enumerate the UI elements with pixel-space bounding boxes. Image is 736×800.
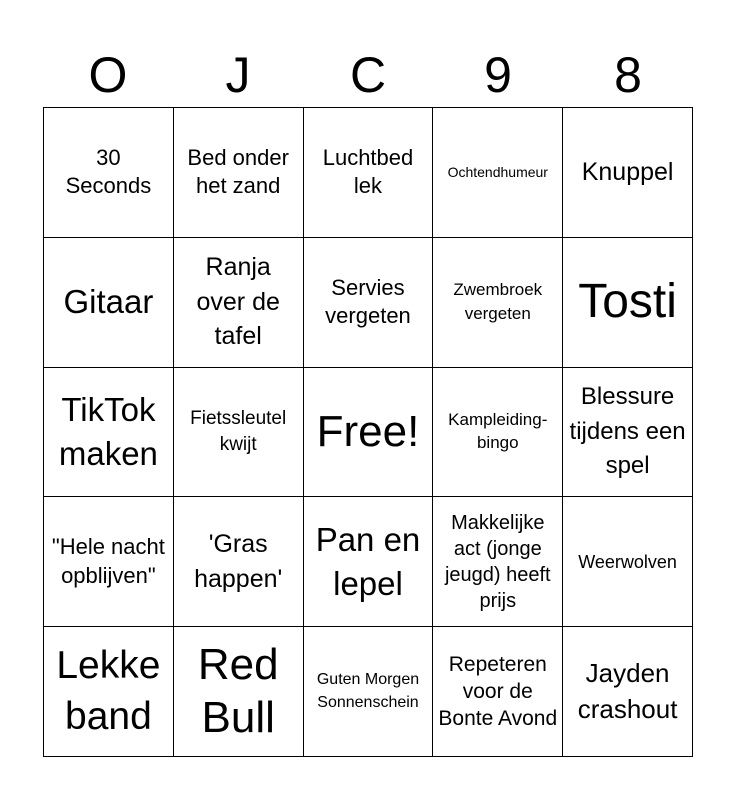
cell-label: Ranja over de tafel [196,253,280,351]
bingo-cell-r1c3[interactable] [304,108,434,238]
header-letter-1: O [88,47,128,103]
cell-label: Ochtendhumeur [447,163,548,180]
bingo-cell-r3c1[interactable] [44,368,174,498]
cell-label: Pan en lepel [315,521,421,602]
bingo-cell-r3c5[interactable] [563,368,693,498]
cell-label: Luchtbed lek [322,144,414,199]
header-letter-3: C [349,47,387,103]
cell-label: 30 Seconds [65,144,152,199]
cell-label: Blessure tijdens een spel [569,382,686,480]
cell-label: Guten Morgen Sonnenschein [316,671,420,711]
bingo-cell-r2c5[interactable] [563,238,693,368]
cell-label: TikTok maken [58,391,158,472]
bingo-cell-r3c3[interactable] [304,368,434,498]
cell-label: Free! [316,406,420,456]
cell-label: Fietssleutel kwijt [190,408,287,455]
header-letter-5: 8 [614,47,642,103]
cell-label: "Hele nacht opblijven" [51,534,165,588]
cell-label: Kampleiding-bingo [448,410,548,452]
cell-label: 'Gras happen' [194,530,283,593]
bingo-cell-r1c5[interactable] [563,108,693,238]
cell-label: Repeteren voor de Bonte Avond [438,652,558,731]
bingo-cell-r2c4[interactable] [433,238,563,368]
bingo-cell-r4c4[interactable] [433,497,563,627]
cell-label: Lekke band [56,643,161,738]
bingo-cell-r2c3[interactable] [304,238,434,368]
cell-label: Red Bull [197,639,279,742]
bingo-cell-r1c2[interactable] [174,108,304,238]
bingo-cell-r4c1[interactable] [44,497,174,627]
bingo-cell-r1c4[interactable] [433,108,563,238]
bingo-cell-r5c4[interactable] [433,627,563,757]
cell-label: Gitaar [63,283,154,321]
header-letter-4: 9 [484,47,512,103]
cell-label: Tosti [578,274,677,328]
header-letter-2: J [225,47,251,103]
bingo-cell-r1c1[interactable] [44,108,174,238]
bingo-cell-r4c2[interactable] [174,497,304,627]
bingo-cell-r4c3[interactable] [304,497,434,627]
bingo-cell-r3c2[interactable] [174,368,304,498]
bingo-header [43,44,693,106]
cell-label: Servies vergeten [325,274,411,329]
cell-label: Knuppel [581,158,674,187]
bingo-cell-r5c3[interactable] [304,627,434,757]
bingo-cell-r5c1[interactable] [44,627,174,757]
cell-label: Jayden crashout [577,657,678,724]
cell-label: Makkelijke act (jonge jeugd) heeft prijs [444,511,551,612]
bingo-cell-r3c4[interactable] [433,368,563,498]
bingo-cell-r5c2[interactable] [174,627,304,757]
cell-label: Bed onder het zand [187,144,289,199]
bingo-board [43,107,693,757]
cell-label: Weerwolven [578,551,677,572]
bingo-cell-r2c2[interactable] [174,238,304,368]
bingo-cell-r2c1[interactable] [44,238,174,368]
bingo-cell-r5c5[interactable] [563,627,693,757]
cell-label: Zwembroek vergeten [453,280,543,324]
bingo-cell-r4c5[interactable] [563,497,693,627]
